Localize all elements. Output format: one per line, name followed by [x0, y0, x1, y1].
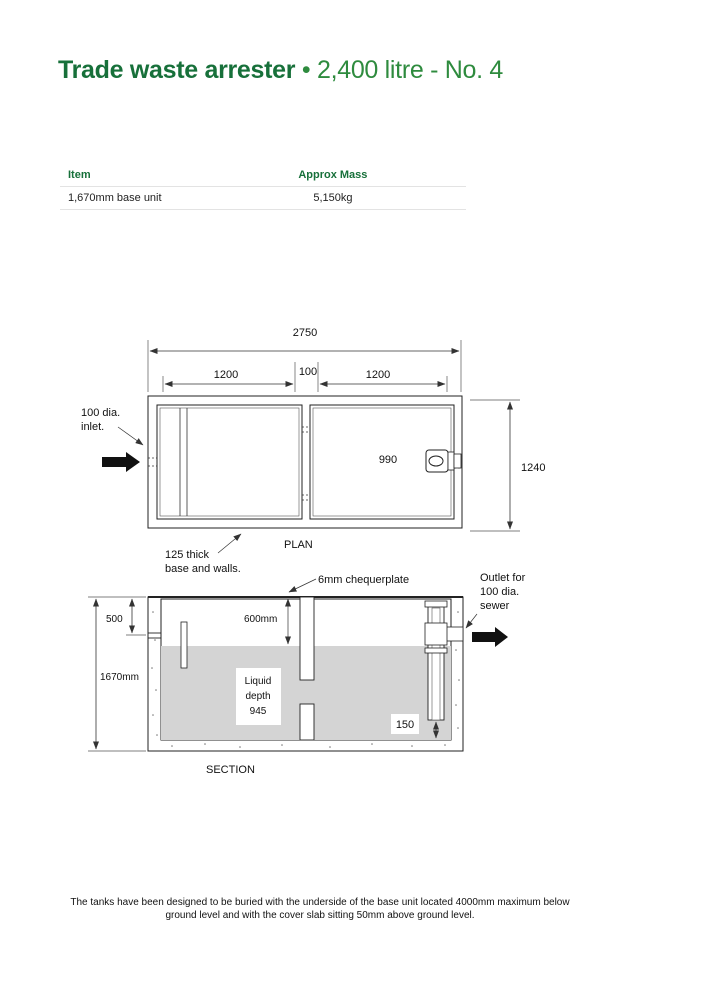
- plan-view-label: PLAN: [284, 539, 313, 551]
- inlet-note-line-2: inlet.: [81, 421, 105, 433]
- footnote: The tanks have been designed to be buried with the underside of the base unit located 4000mm maximum below ground level and with the cover slab sitting 50mm above ground level.: [70, 897, 570, 921]
- inlet-note: [81, 407, 143, 472]
- floor-clearance-label: 150: [395, 719, 415, 731]
- liquid-depth-line-1: Liquid: [244, 676, 272, 687]
- plan-tank-outline: [148, 396, 462, 528]
- dim-label-right-chamber: 1200: [365, 369, 391, 381]
- section-view: [88, 572, 526, 776]
- dim-label-1240: 1240: [521, 462, 546, 474]
- dim-overall-width: [470, 400, 545, 531]
- baffle-gap-label: 600mm: [244, 614, 278, 625]
- cell-item: 1,670mm base unit: [60, 187, 298, 210]
- wall-note-line-2: base and walls.: [165, 563, 241, 575]
- inlet-arrow-icon: [102, 452, 140, 472]
- column-header-item: Item: [60, 164, 298, 187]
- outlet-note-line-2: 100 dia.: [480, 586, 520, 598]
- title-subtitle: 2,400 litre - No. 4: [316, 56, 504, 84]
- liquid-depth-line-3: 945: [249, 706, 267, 717]
- divider-wall-upper: [300, 597, 314, 680]
- dim-label-left-chamber: 1200: [213, 369, 239, 381]
- outlet-arrow-icon: [472, 627, 508, 647]
- cell-mass: 5,150kg: [298, 187, 466, 210]
- section-view-label: SECTION: [206, 764, 255, 776]
- outlet-note-line-1: Outlet for: [480, 572, 526, 584]
- dim-label-2750: 2750: [292, 327, 318, 339]
- wall-note: [165, 534, 241, 575]
- liquid-depth-line-2: depth: [245, 691, 271, 702]
- inlet-baffle: [181, 622, 187, 668]
- inlet-note-line-1: 100 dia.: [81, 407, 121, 419]
- dim-chambers: [163, 362, 447, 392]
- dim-label-990: 990: [378, 454, 398, 466]
- column-header-mass: Approx Mass: [298, 164, 466, 187]
- dim-section-left: [88, 597, 146, 751]
- wall-note-line-1: 125 thick: [165, 549, 210, 561]
- divider-wall-lower: [300, 704, 314, 740]
- dim-overall-length: [148, 327, 461, 392]
- dim-label-wall-gap: 100: [298, 366, 318, 378]
- title-separator: •: [301, 56, 311, 84]
- plan-view: [81, 327, 545, 575]
- chequerplate-label: 6mm chequerplate: [318, 574, 410, 586]
- title-main: Trade waste arrester: [58, 56, 296, 84]
- outlet-note-line-3: sewer: [480, 600, 510, 612]
- dim-label-500: 500: [106, 614, 123, 625]
- dim-label-1670: 1670mm: [100, 672, 139, 683]
